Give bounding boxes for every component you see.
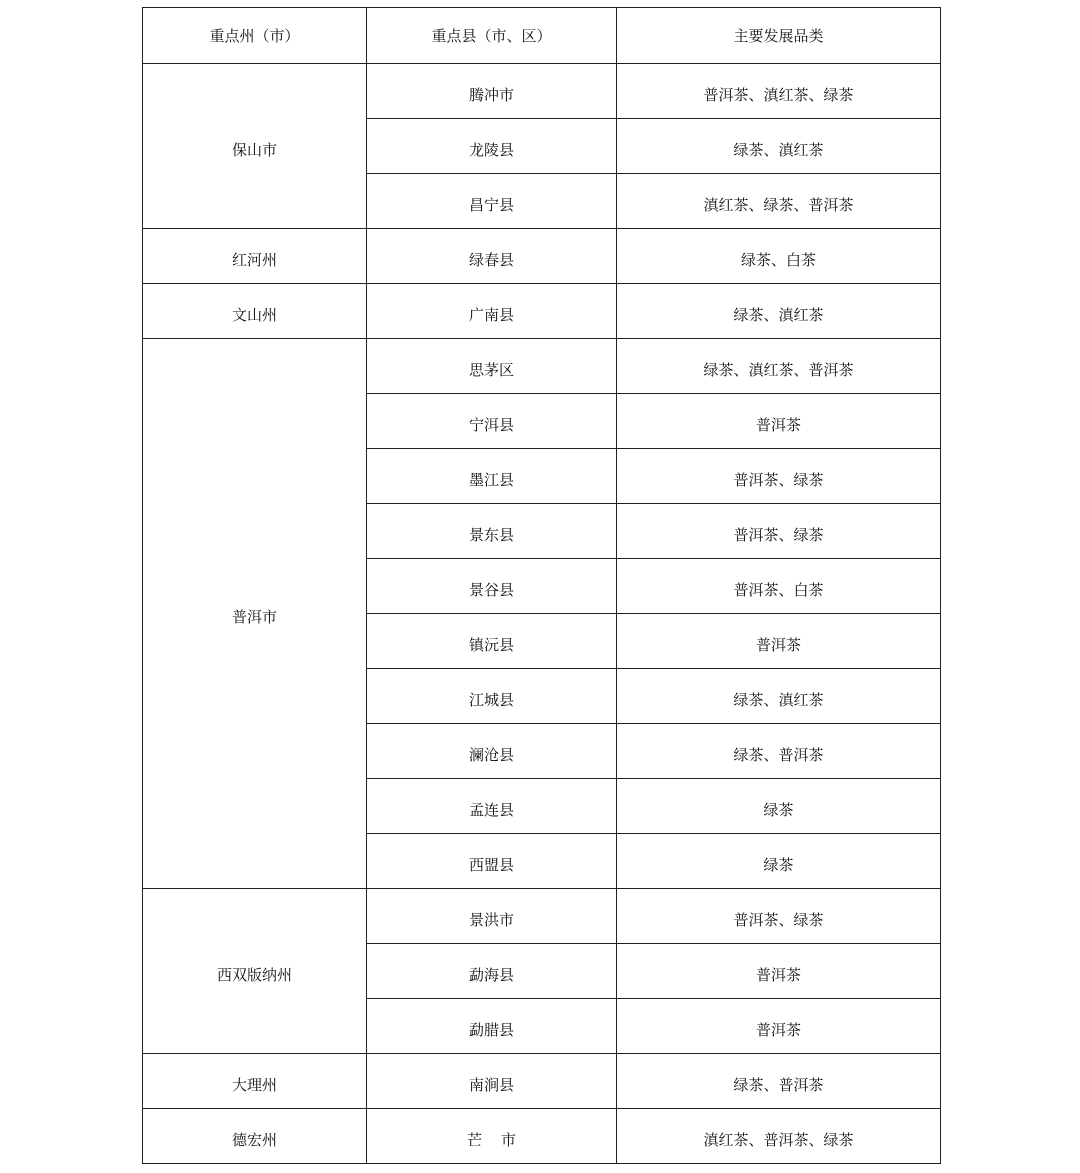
county-cell (367, 779, 617, 834)
header-row (143, 8, 941, 64)
county-cell (367, 999, 617, 1054)
county-cell (367, 889, 617, 944)
county-name: 景谷县 (468, 580, 514, 599)
county-cell (367, 119, 617, 174)
categories-cell: 普洱茶 (617, 999, 941, 1054)
prefecture-cell: 红河州 (143, 229, 367, 284)
county-name: 墨江县 (468, 470, 514, 489)
tea-development-table (142, 7, 941, 1164)
categories-cell: 绿茶、白茶 (617, 229, 941, 284)
county-cell (367, 229, 617, 284)
header-county: 重点县（市、区） (367, 8, 617, 64)
county-cell (367, 724, 617, 779)
prefecture-cell: 大理州 (143, 1054, 367, 1109)
categories-cell: 绿茶、普洱茶 (617, 724, 941, 779)
county-name: 芒 市 (466, 1130, 517, 1149)
categories-cell: 普洱茶、绿茶 (617, 889, 941, 944)
county-name: 腾冲市 (468, 85, 514, 104)
prefecture-cell: 普洱市 (143, 339, 367, 889)
categories-cell: 普洱茶、绿茶 (617, 449, 941, 504)
county-cell (367, 1054, 617, 1109)
prefecture-cell: 西双版纳州 (143, 889, 367, 1054)
county-name: 镇沅县 (468, 635, 514, 654)
categories-cell: 普洱茶 (617, 614, 941, 669)
prefecture-cell: 文山州 (143, 284, 367, 339)
county-name: 景东县 (468, 525, 514, 544)
county-cell (367, 504, 617, 559)
county-name: 昌宁县 (468, 195, 514, 214)
county-name: 龙陵县 (468, 140, 514, 159)
table-row (143, 1054, 941, 1109)
categories-cell: 普洱茶、白茶 (617, 559, 941, 614)
categories-cell: 绿茶 (617, 779, 941, 834)
county-cell (367, 394, 617, 449)
county-name: 景洪市 (468, 910, 514, 929)
county-cell (367, 339, 617, 394)
county-cell (367, 669, 617, 724)
categories-cell: 滇红茶、普洱茶、绿茶 (617, 1109, 941, 1164)
county-name: 江城县 (468, 690, 514, 709)
county-cell (367, 614, 617, 669)
table-row (143, 339, 941, 394)
categories-cell: 滇红茶、绿茶、普洱茶 (617, 174, 941, 229)
county-name: 南涧县 (468, 1075, 514, 1094)
county-name: 绿春县 (468, 250, 514, 269)
categories-cell: 绿茶、滇红茶 (617, 284, 941, 339)
county-cell (367, 944, 617, 999)
county-name: 宁洱县 (468, 415, 514, 434)
categories-cell: 普洱茶 (617, 394, 941, 449)
county-cell (367, 449, 617, 504)
categories-cell: 绿茶、普洱茶 (617, 1054, 941, 1109)
county-cell (367, 174, 617, 229)
header-prefecture: 重点州（市） (143, 8, 367, 64)
county-name: 勐腊县 (468, 1020, 514, 1039)
header-categories: 主要发展品类 (617, 8, 941, 64)
county-cell (367, 1109, 617, 1164)
table-row (143, 889, 941, 944)
county-name: 孟连县 (468, 800, 514, 819)
categories-cell: 绿茶、滇红茶、普洱茶 (617, 339, 941, 394)
categories-cell: 普洱茶、滇红茶、绿茶 (617, 64, 941, 119)
county-cell (367, 64, 617, 119)
county-name: 广南县 (468, 305, 514, 324)
prefecture-cell: 德宏州 (143, 1109, 367, 1164)
prefecture-cell: 保山市 (143, 64, 367, 229)
categories-cell: 普洱茶 (617, 944, 941, 999)
table-row (143, 284, 941, 339)
table-body (143, 8, 941, 1164)
county-name: 澜沧县 (468, 745, 514, 764)
county-name: 思茅区 (468, 360, 514, 379)
categories-cell: 绿茶、滇红茶 (617, 669, 941, 724)
table-row (143, 1109, 941, 1164)
categories-cell: 绿茶、滇红茶 (617, 119, 941, 174)
categories-cell: 普洱茶、绿茶 (617, 504, 941, 559)
categories-cell: 绿茶 (617, 834, 941, 889)
county-cell (367, 284, 617, 339)
county-cell (367, 834, 617, 889)
county-name: 西盟县 (468, 855, 514, 874)
county-name: 勐海县 (468, 965, 514, 984)
table-row (143, 229, 941, 284)
county-cell (367, 559, 617, 614)
table-row (143, 64, 941, 119)
